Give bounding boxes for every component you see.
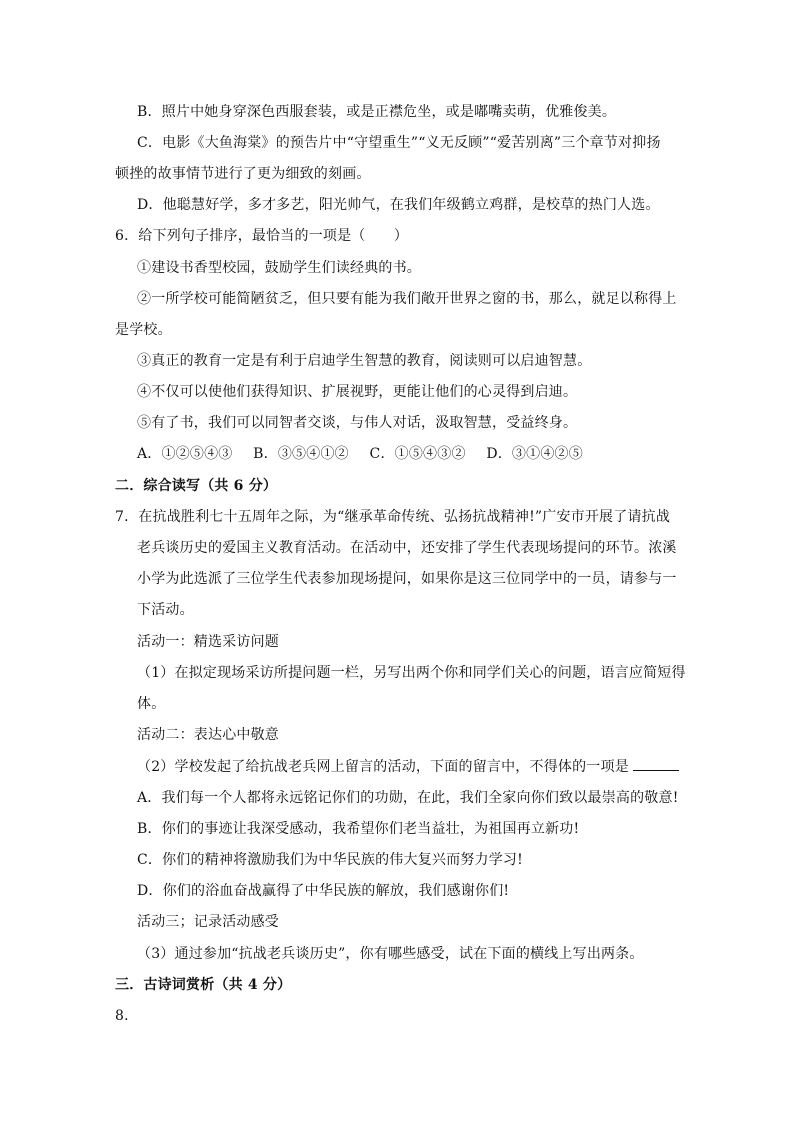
q7-sub1-line2: 体。: [137, 696, 166, 712]
q7-option-b[interactable]: B．你们的事迹让我深受感动，我希望你们老当益壮，为祖国再立新功!: [137, 821, 580, 837]
q7-activity-2: 活动二：表达心中敬意: [137, 727, 279, 743]
q5-option-d: D．他聪慧好学，多才多艺，阳光帅气，在我们年级鹤立鸡群，是校草的热门人选。: [137, 197, 660, 213]
q6-sentence-3: ③真正的教育一定是有利于启迪学生智慧的教育，阅读则可以启迪智慧。: [137, 353, 592, 369]
q6-option-c[interactable]: C．①⑤④③②: [369, 446, 466, 462]
q7-line3: 小学为此选派了三位学生代表参加现场提问，如果你是这三位同学中的一员，请参与一: [137, 571, 677, 587]
q6-options: [137, 444, 599, 464]
q8-number: 8．: [115, 1008, 139, 1024]
q7-line2: 老兵谈历史的爱国主义教育活动。在活动中，还安排了学生代表现场提问的环节。浓溪: [137, 540, 677, 556]
q7-activity-1: 活动一：精选采访问题: [137, 634, 279, 650]
q7-option-a[interactable]: A．我们每一个人都将永远铭记你们的功勋，在此，我们全家向你们致以最崇高的敬意!: [137, 790, 679, 806]
q7-activity-3: 活动三；记录活动感受: [137, 914, 279, 930]
q6-sentence-2-line1: ②一所学校可能简陋贫乏，但只要有能为我们敞开世界之窗的书，那么，就足以称得上: [137, 291, 677, 307]
q7-option-c[interactable]: C．你们的精神将激励我们为中华民族的伟大复兴而努力学习!: [137, 852, 523, 868]
q6-sentence-4: ④不仅可以使他们获得知识、扩展视野，更能让他们的心灵得到启迪。: [137, 384, 578, 400]
q6-option-d[interactable]: D．③①④②⑤: [486, 446, 583, 462]
section-2-title: 二．综合读写（共 6 分）: [115, 478, 278, 494]
q6-option-a[interactable]: A．①②⑤④③: [137, 446, 233, 462]
q7-sub3: （3）通过参加“抗战老兵谈历史”，你有哪些感受，试在下面的横线上写出两条。: [137, 946, 644, 962]
q7-sub2-answer-blank[interactable]: [633, 756, 679, 771]
q6-option-b[interactable]: B．③⑤④①②: [253, 446, 349, 462]
q7-sub2: [137, 756, 679, 777]
q6-sentence-1: ①建设书香型校园，鼓励学生们读经典的书。: [137, 260, 421, 276]
q5-option-c-line2: 顿挫的故事情节进行了更为细致的刻画。: [115, 166, 371, 182]
q7-sub1-line1: （1）在拟定现场采访所提问题一栏，另写出两个你和同学们关心的问题，语言应简短得: [137, 665, 686, 681]
section-3-title: 三．古诗词赏析（共 4 分）: [115, 977, 292, 993]
q6-sentence-5: ⑤有了书，我们可以同智者交谈，与伟人对话，汲取智慧，受益终身。: [137, 415, 578, 431]
q7-sub2-text: （2）学校发起了给抗战老兵网上留言的活动，下面的留言中，不得体的一项是: [137, 759, 629, 775]
q7-line4: 下活动。: [137, 602, 194, 618]
q7-line1: 7．在抗战胜利七十五周年之际，为“继承革命传统、弘扬抗战精神!”广安市开展了请抗战: [115, 509, 671, 525]
q7-option-d[interactable]: D．你们的浴血奋战赢得了中华民族的解放，我们感谢你们!: [137, 883, 510, 899]
q5-option-b: B．照片中她身穿深色西服套装，或是正襟危坐，或是嘟嘴卖萌，优雅俊美。: [137, 104, 617, 120]
q5-option-c-line1: C．电影《大鱼海棠》的预告片中“守望重生”“义无反顾”“爱苦别离”三个章节对抑扬: [137, 135, 661, 151]
q6-stem: 6．给下列句子排序，最恰当的一项是（ ）: [115, 228, 409, 244]
q6-sentence-2-line2: 是学校。: [115, 322, 172, 338]
